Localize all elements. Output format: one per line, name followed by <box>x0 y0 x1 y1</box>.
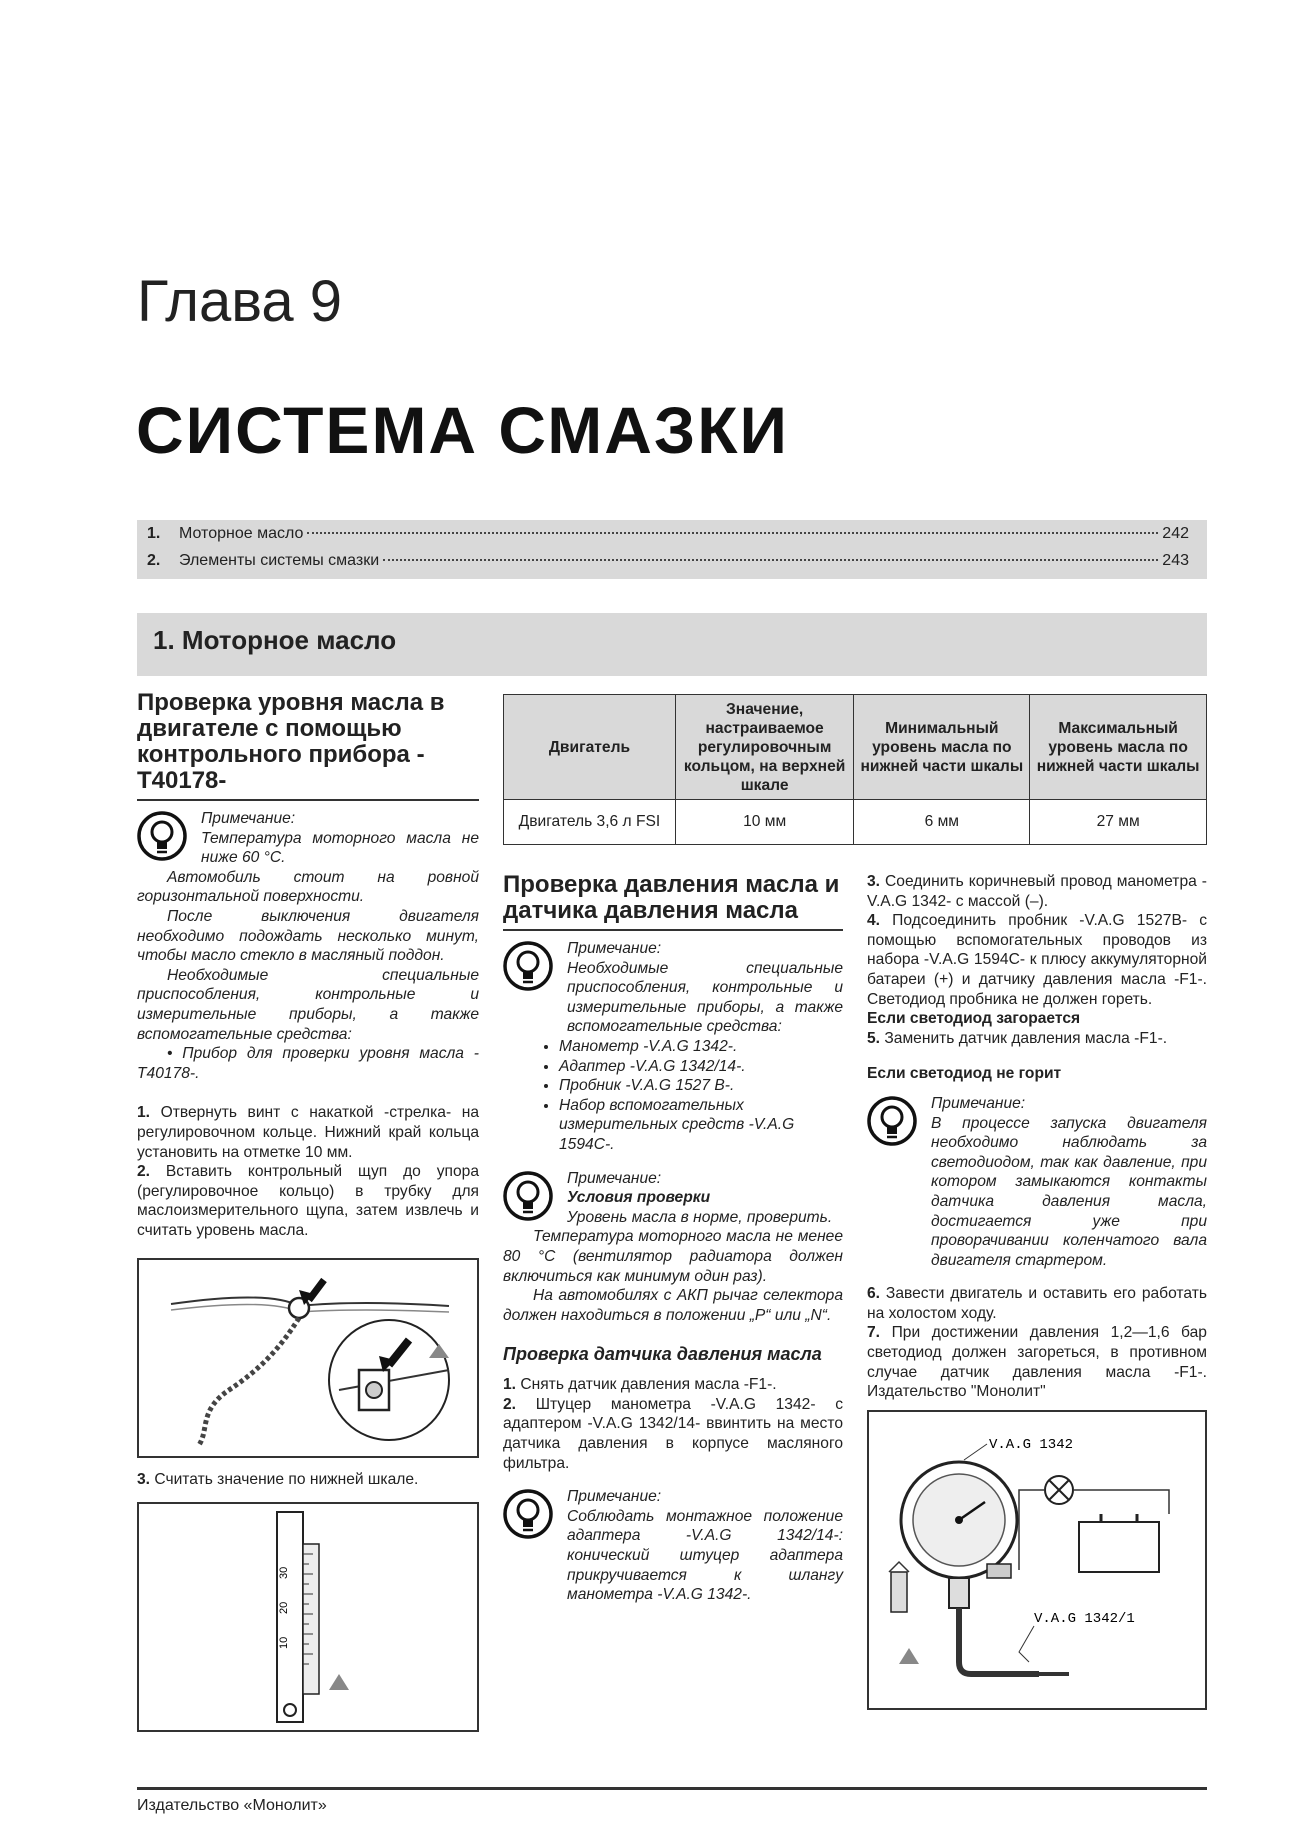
step-text: Подсоединить пробник -V.A.G 1527B- с помощью вспомогательных проводов из набора -V.A.G 1594C- к плюсу аккумуляторной батареи (+) и датчику давления масла -F1-. Светодиод пробника не должен гореть. <box>867 912 1207 1008</box>
step-text: Заменить датчик давления масла -F1-. <box>884 1029 1168 1047</box>
spec-table <box>503 694 1207 845</box>
pressure-gauge-figure <box>867 1410 1207 1710</box>
condition-heading: Если светодиод не горит <box>867 1065 1062 1083</box>
step <box>867 1284 1207 1323</box>
toc-item-number: 2. <box>147 552 161 569</box>
table-cell: 27 мм <box>1030 800 1207 845</box>
footer-divider <box>137 1787 1207 1790</box>
scale-figure <box>137 1502 479 1732</box>
section-header <box>137 613 1207 676</box>
pressure-check-heading: Проверка давления масла и датчика давления масла <box>503 872 843 931</box>
tool-list <box>503 1037 843 1155</box>
list-item: • Адаптер -V.A.G 1342/14-. <box>559 1057 843 1077</box>
lightbulb-icon <box>503 941 553 991</box>
note-block <box>503 1487 843 1605</box>
lightbulb-icon <box>503 1171 553 1221</box>
step-text: Отвернуть винт с накаткой -стрелка- на регулировочном кольце. Нижний край кольца установить на отметке 10 мм. <box>137 1104 479 1161</box>
note-title: Условия проверки <box>567 1189 711 1207</box>
pressure-gauge-illustration <box>869 1412 1205 1708</box>
note-text: Соблюдать монтажное положение адаптера -V.A.G 1342/14-: конический штуцер адаптера прикручивается к шлангу манометра -V.A.G 1342-. <box>567 1507 843 1604</box>
lightbulb-icon <box>867 1096 917 1146</box>
step-number: 6. <box>867 1285 881 1303</box>
footer-publisher: Издательство «Монолит» <box>137 1797 327 1814</box>
table-of-contents <box>137 520 1207 579</box>
toc-item-page: 242 <box>1162 525 1189 542</box>
table-header-cell: Значение, настраиваемое регулировочным кольцом, на верхней шкале <box>675 695 853 800</box>
scale-tick-label: 10 <box>278 1636 290 1650</box>
step <box>137 1162 479 1240</box>
step-number: 2. <box>137 1163 151 1181</box>
paragraph: Необходимые специальные приспособления, контрольные и измерительные приборы, а также вспомогательные средства: <box>137 966 479 1043</box>
toc-dot-leader <box>383 559 1158 561</box>
chapter-title: СИСТЕМА СМАЗКИ <box>136 393 789 467</box>
table-header-cell: Двигатель <box>504 695 676 800</box>
table-cell: 6 мм <box>854 800 1030 845</box>
step-text: Завести двигатель и оставить его работать на холостом ходу. <box>867 1285 1207 1322</box>
table-header-cell: Максимальный уровень масла по нижней части шкалы <box>1030 695 1207 800</box>
level-check-heading: Проверка уровня масла в двигателе с помощью контрольного прибора -T40178- <box>137 690 479 801</box>
condition-heading: Если светодиод загорается <box>867 1010 1081 1028</box>
adapter-label: V.A.G 1342/1 <box>1034 1610 1135 1627</box>
column-left <box>137 690 479 1732</box>
sensor-check-subheading: Проверка датчика давления масла <box>503 1344 822 1365</box>
step-number: 5. <box>867 1029 881 1047</box>
step <box>867 911 1207 1009</box>
toc-item[interactable] <box>137 552 1207 574</box>
spec-table-wrap <box>503 694 1207 845</box>
note-label: Примечание: <box>567 1488 662 1506</box>
step-number: 1. <box>503 1376 517 1394</box>
table-cell: Двигатель 3,6 л FSI <box>504 800 676 845</box>
note-label: Примечание: <box>567 1169 662 1187</box>
step <box>867 872 1207 911</box>
step-number: 3. <box>137 1471 151 1489</box>
column-middle <box>503 872 843 1605</box>
toc-item-label: Моторное масло <box>179 525 304 542</box>
table-header-cell: Минимальный уровень масла по нижней части шкалы <box>854 695 1030 800</box>
note-block <box>137 809 479 868</box>
step <box>503 1375 843 1395</box>
toc-item-label: Элементы системы смазки <box>179 552 380 569</box>
list-item: • Набор вспомогательных измерительных средств -V.A.G 1594C-. <box>559 1096 843 1155</box>
paragraph: Температура моторного масла не менее 80 °С (вентилятор радиатора должен включиться как минимум один раз). <box>503 1228 843 1285</box>
lightbulb-icon <box>503 1489 553 1539</box>
step <box>867 1323 1207 1401</box>
note-block <box>503 1169 843 1228</box>
note-text: Температура моторного масла не ниже 60 °С. <box>201 829 479 867</box>
list-item: • Пробник -V.A.G 1527 B-. <box>559 1076 843 1096</box>
bullet-item: • Прибор для проверки уровня масла -T40178-. <box>137 1045 479 1082</box>
step-text: Штуцер манометра -V.A.G 1342- с адаптером -V.A.G 1342/14- ввинтить на место датчика давления в корпусе масляного фильтра. <box>503 1395 843 1472</box>
note-block <box>867 1094 1207 1270</box>
note-label: Примечание: <box>931 1094 1026 1112</box>
step <box>867 1029 1207 1049</box>
step-number: 3. <box>867 873 881 890</box>
gauge-label: V.A.G 1342 <box>989 1436 1074 1453</box>
step <box>137 1470 479 1490</box>
toc-item-number: 1. <box>147 525 161 542</box>
step-number: 7. <box>867 1324 881 1342</box>
section-title: 1. Моторное масло <box>153 625 397 655</box>
note-label: Примечание: <box>201 810 296 827</box>
scale-tick-label: 30 <box>278 1566 290 1580</box>
toc-item-page: 243 <box>1162 552 1189 569</box>
dipstick-illustration <box>139 1260 477 1456</box>
step-number: 4. <box>867 912 881 930</box>
step-text: Соединить коричневый провод манометра -V.A.G 1342- с массой (–). <box>867 873 1207 910</box>
step-number: 1. <box>137 1104 151 1122</box>
note-text: Необходимые специальные приспособления, контрольные и измерительные приборы, а также вспомогательные средства: <box>567 959 843 1036</box>
note-block <box>503 939 843 1037</box>
step-text: Считать значение по нижней шкале. <box>154 1471 419 1489</box>
step-text: Вставить контрольный щуп до упора (регулировочное кольцо) в трубку для маслоизмерительного щупа, затем извлечь и считать уровень масла. <box>137 1163 479 1239</box>
lightbulb-icon <box>137 811 187 861</box>
chapter-label: Глава 9 <box>137 269 343 334</box>
note-label: Примечание: <box>567 940 662 957</box>
table-cell: 10 мм <box>675 800 853 845</box>
dipstick-figure <box>137 1258 479 1458</box>
paragraph: Автомобиль стоит на ровной горизонтальной поверхности. <box>137 868 479 906</box>
step-text: При достижении давления 1,2—1,6 бар светодиод должен загореться, в противном случае датчик давления масла -F1-. Издательство "Монолит" <box>867 1324 1207 1401</box>
paragraph: На автомобилях с АКП рычаг селектора должен находиться в положении „P“ или „N“. <box>503 1287 843 1324</box>
note-text: Уровень масла в норме, проверить. <box>567 1208 833 1226</box>
toc-item[interactable] <box>137 525 1207 547</box>
column-right <box>867 872 1207 1710</box>
scale-tick-label: 20 <box>278 1601 290 1615</box>
note-text: В процессе запуска двигателя необходимо наблюдать за светодиодом, так как давление, при котором замыкаются контакты датчика давления масла, достигается уже при проворачивании коленчатого вала двигателя стартером. <box>931 1114 1207 1269</box>
toc-dot-leader <box>307 532 1158 534</box>
paragraph: После выключения двигателя необходимо подождать несколько минут, чтобы масло стекло в масляный поддон. <box>137 907 479 965</box>
step <box>503 1395 843 1473</box>
scale-illustration <box>139 1504 477 1730</box>
step-text: Снять датчик давления масла -F1-. <box>520 1376 777 1394</box>
step-number: 2. <box>503 1395 517 1413</box>
list-item: • Манометр -V.A.G 1342-. <box>559 1037 843 1057</box>
step <box>137 1103 479 1162</box>
